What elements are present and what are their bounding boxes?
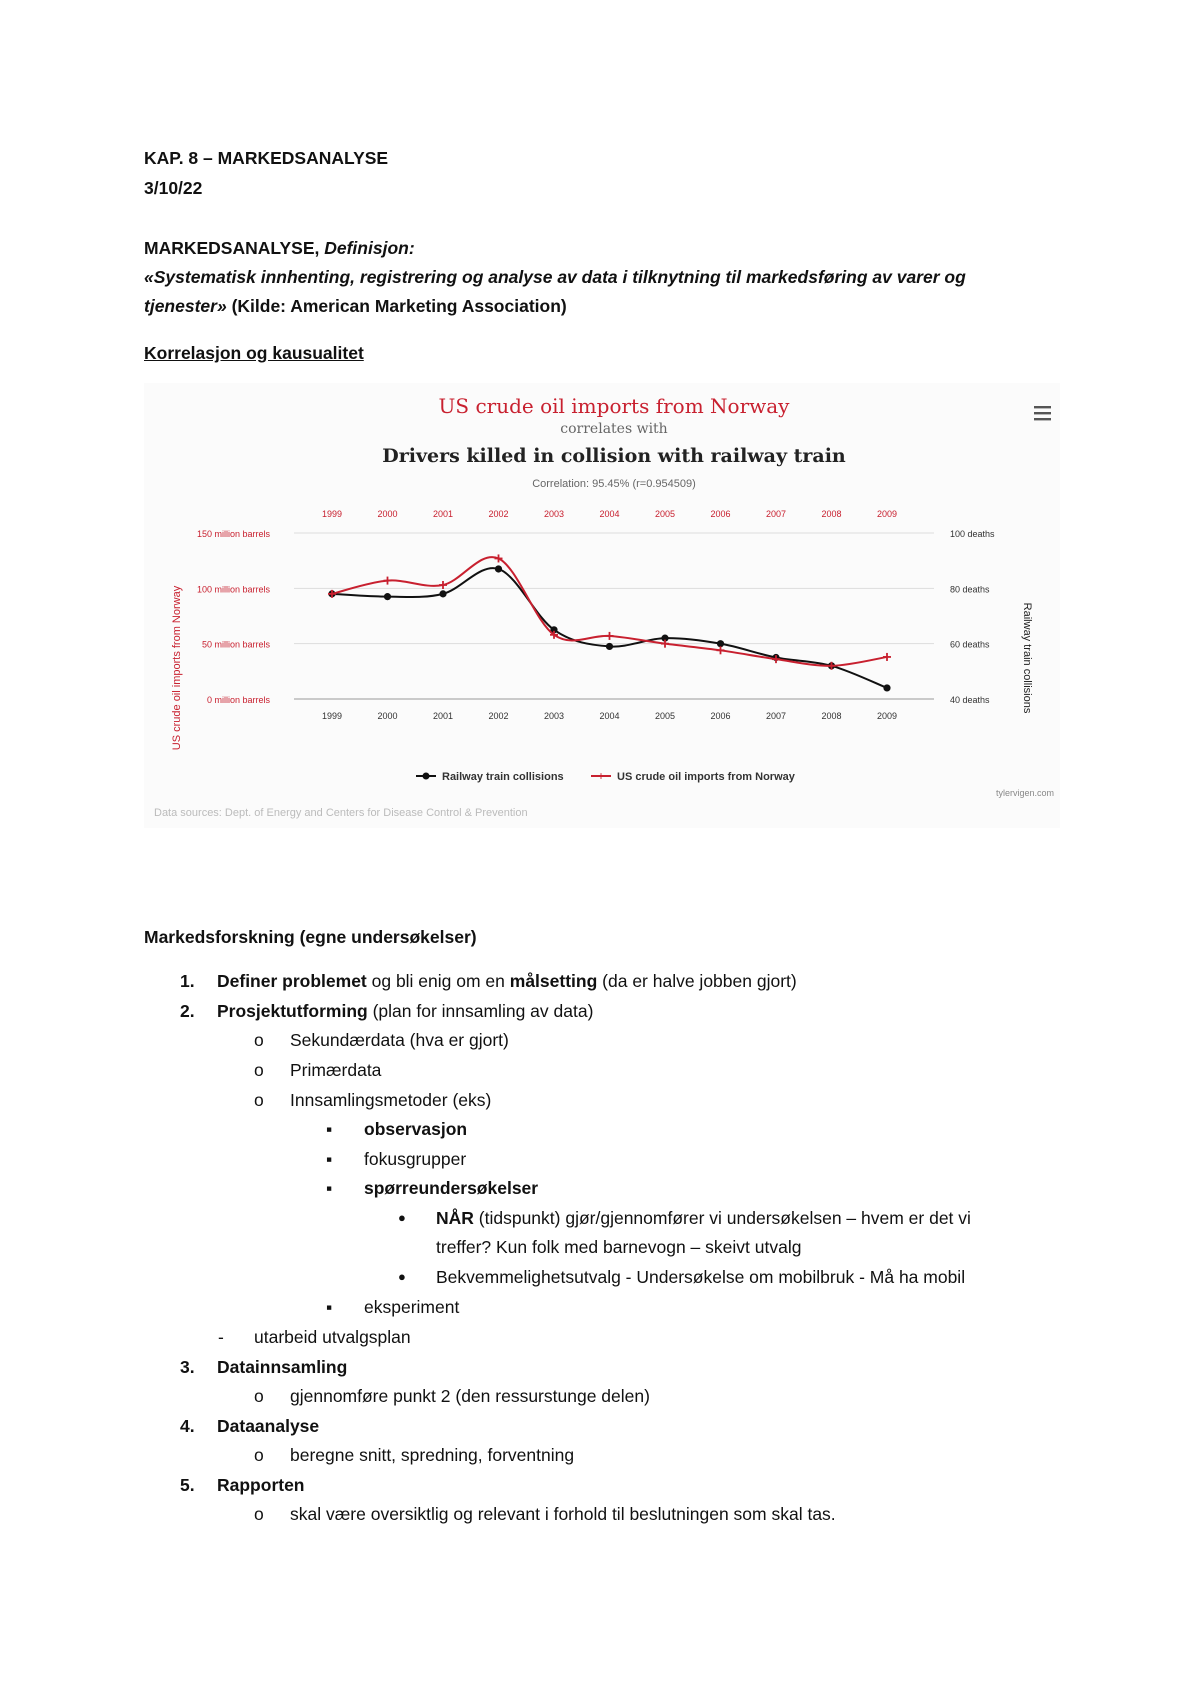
square-bullet: ▪ (326, 1119, 333, 1139)
bottom-x-tick-label: 2003 (543, 711, 565, 721)
chart-credit: tylervigen.com (995, 788, 1054, 798)
list-item-1 (217, 969, 797, 993)
survey-note-1-text: (tidspunkt) gjør/gjennomfører vi undersøkelsen – hvem er det vi (473, 1208, 971, 1228)
section-heading-market-research: Markedsforskning (egne undersøkelser) (144, 927, 477, 947)
square-bullet: ▪ (326, 1149, 333, 1169)
top-x-tick-label: 2003 (543, 509, 565, 519)
top-x-tick-label: 2008 (821, 509, 842, 519)
dash-bullet: - (218, 1327, 224, 1347)
bottom-x-tick-label: 2006 (710, 711, 731, 721)
railway-data-point (384, 593, 391, 600)
sub-bullet: o (254, 1030, 264, 1050)
hamburger-menu-icon[interactable] (1034, 406, 1051, 420)
list-item-4: Dataanalyse (217, 1416, 320, 1436)
chart-subtitle: correlates with (560, 421, 668, 437)
top-x-tick-label: 2005 (654, 509, 676, 519)
top-x-tick-label: 2009 (876, 509, 898, 519)
section-heading-correlation: Korrelasjon og kausualitet (144, 343, 364, 363)
top-x-tick-label: 2001 (432, 509, 454, 519)
sub-bullet: o (254, 1090, 264, 1110)
definition-quote-end: tjenester» (144, 296, 227, 316)
definition-label: Definisjon: (324, 238, 415, 258)
bottom-x-tick-label: 2001 (432, 711, 454, 721)
left-tick-label: 50 million barrels (201, 639, 270, 650)
sub-bullet: o (254, 1386, 264, 1406)
top-x-tick-label: 2002 (488, 509, 509, 519)
sub-item-5: skal være oversiktlig og relevant i forhold til beslutningen som skal tas. (290, 1504, 836, 1524)
top-x-tick-label: 2000 (377, 509, 398, 519)
chart-correlation: Correlation: 95.45% (r=0.954509) (532, 478, 696, 490)
railway-data-point (495, 565, 502, 572)
bottom-x-tick-label: 1999 (321, 711, 343, 721)
bottom-x-tick-label: 2000 (377, 711, 398, 721)
bottom-x-tick-label: 2005 (654, 711, 676, 721)
top-x-tick-label: 2006 (710, 509, 731, 519)
survey-note-1-line2: treffer? Kun folk med barnevogn – skeivt utvalg (436, 1237, 802, 1257)
definition-source: (Kilde: American Marketing Association) (231, 296, 567, 316)
list-number-2: 2. (180, 1001, 195, 1021)
list-item-2 (217, 999, 593, 1023)
sub-item-primary-data: Primærdata (290, 1060, 382, 1080)
sub-item-secondary-data: Sekundærdata (hva er gjort) (290, 1030, 509, 1050)
right-tick-label: 100 deaths (950, 529, 995, 539)
list-item-5: Rapporten (217, 1475, 305, 1495)
chart-svg (144, 383, 1060, 828)
survey-note-1 (436, 1206, 971, 1230)
chart-title-2: Drivers killed in collision with railway train (382, 445, 846, 467)
right-axis-label: Railway train collisions (1021, 602, 1033, 714)
document-date: 3/10/22 (144, 178, 203, 198)
item1-bold-2: målsetting (509, 971, 598, 991)
bottom-x-tick-label: 2004 (599, 711, 620, 721)
top-x-tick-label: 1999 (321, 509, 343, 519)
railway-data-point (883, 684, 890, 691)
legend-railway: Railway train collisions (442, 771, 564, 783)
list-number-4: 4. (180, 1416, 195, 1436)
list-number-1: 1. (180, 971, 195, 991)
left-tick-label: 150 million barrels (196, 529, 270, 539)
dot-bullet: ● (398, 1269, 406, 1284)
method-observation: observasjon (364, 1119, 468, 1139)
right-tick-label: 60 deaths (950, 639, 990, 650)
item2-bold: Prosjektutforming (217, 1001, 368, 1021)
svg-text:+: + (597, 769, 605, 783)
sub-bullet: o (254, 1060, 264, 1080)
bottom-x-tick-label: 2007 (765, 711, 787, 721)
legend-oil: US crude oil imports from Norway (617, 771, 795, 783)
method-surveys: spørreundersøkelser (364, 1178, 539, 1198)
survey-note-2: Bekvemmelighetsutvalg - Undersøkelse om mobilbruk - Må ha mobil (436, 1267, 966, 1287)
method-focus-groups: fokusgrupper (364, 1149, 467, 1169)
list-number-5: 5. (180, 1475, 195, 1495)
chart-source: Data sources: Dept. of Energy and Centers for Disease Control & Prevention (154, 807, 528, 819)
right-tick-label: 80 deaths (950, 584, 990, 595)
bottom-x-tick-label: 2009 (876, 711, 898, 721)
sub-item-collection-methods: Innsamlingsmetoder (eks) (290, 1090, 492, 1110)
sub-item-3: gjennomføre punkt 2 (den ressurstunge delen) (290, 1386, 650, 1406)
sub-item-4: beregne snitt, spredning, forventning (290, 1445, 575, 1465)
left-tick-label: 100 million barrels (196, 584, 270, 595)
railway-data-point (717, 640, 724, 647)
survey-note-1-bold: NÅR (436, 1208, 474, 1228)
chapter-heading: KAP. 8 – MARKEDSANALYSE (144, 148, 389, 168)
left-tick-label: 0 million barrels (206, 695, 270, 705)
dot-bullet: ● (398, 1210, 406, 1225)
chart-title: US crude oil imports from Norway (438, 394, 790, 418)
correlation-chart (144, 383, 1060, 828)
dash-item-sampling-plan: utarbeid utvalgsplan (254, 1327, 411, 1347)
bottom-x-tick-label: 2002 (488, 711, 509, 721)
definition-quote-line2 (144, 294, 567, 318)
list-number-3: 3. (180, 1357, 195, 1377)
item1-text-1: og bli enig om en (366, 971, 510, 991)
top-x-tick-label: 2004 (599, 509, 620, 519)
sub-bullet: o (254, 1445, 264, 1465)
definition-heading (144, 236, 415, 260)
sub-bullet: o (254, 1504, 264, 1524)
list-item-3: Datainnsamling (217, 1357, 348, 1377)
item1-bold-1: Definer problemet (217, 971, 367, 991)
item2-text: (plan for innsamling av data) (367, 1001, 594, 1021)
method-experiment: eksperiment (364, 1297, 460, 1317)
item1-text-2: (da er halve jobben gjort) (597, 971, 797, 991)
top-x-tick-label: 2007 (765, 509, 787, 519)
railway-data-point (439, 590, 446, 597)
definition-quote-line1: «Systematisk innhenting, registrering og analyse av data i tilknytning til markedsføring av varer og (144, 267, 966, 287)
left-axis-label: US crude oil imports from Norway (171, 585, 183, 751)
right-tick-label: 40 deaths (950, 695, 990, 705)
square-bullet: ▪ (326, 1178, 333, 1198)
definition-term: MARKEDSANALYSE, (144, 238, 320, 258)
square-bullet: ▪ (326, 1297, 333, 1317)
bottom-x-tick-label: 2008 (821, 711, 842, 721)
railway-data-point (606, 643, 613, 650)
